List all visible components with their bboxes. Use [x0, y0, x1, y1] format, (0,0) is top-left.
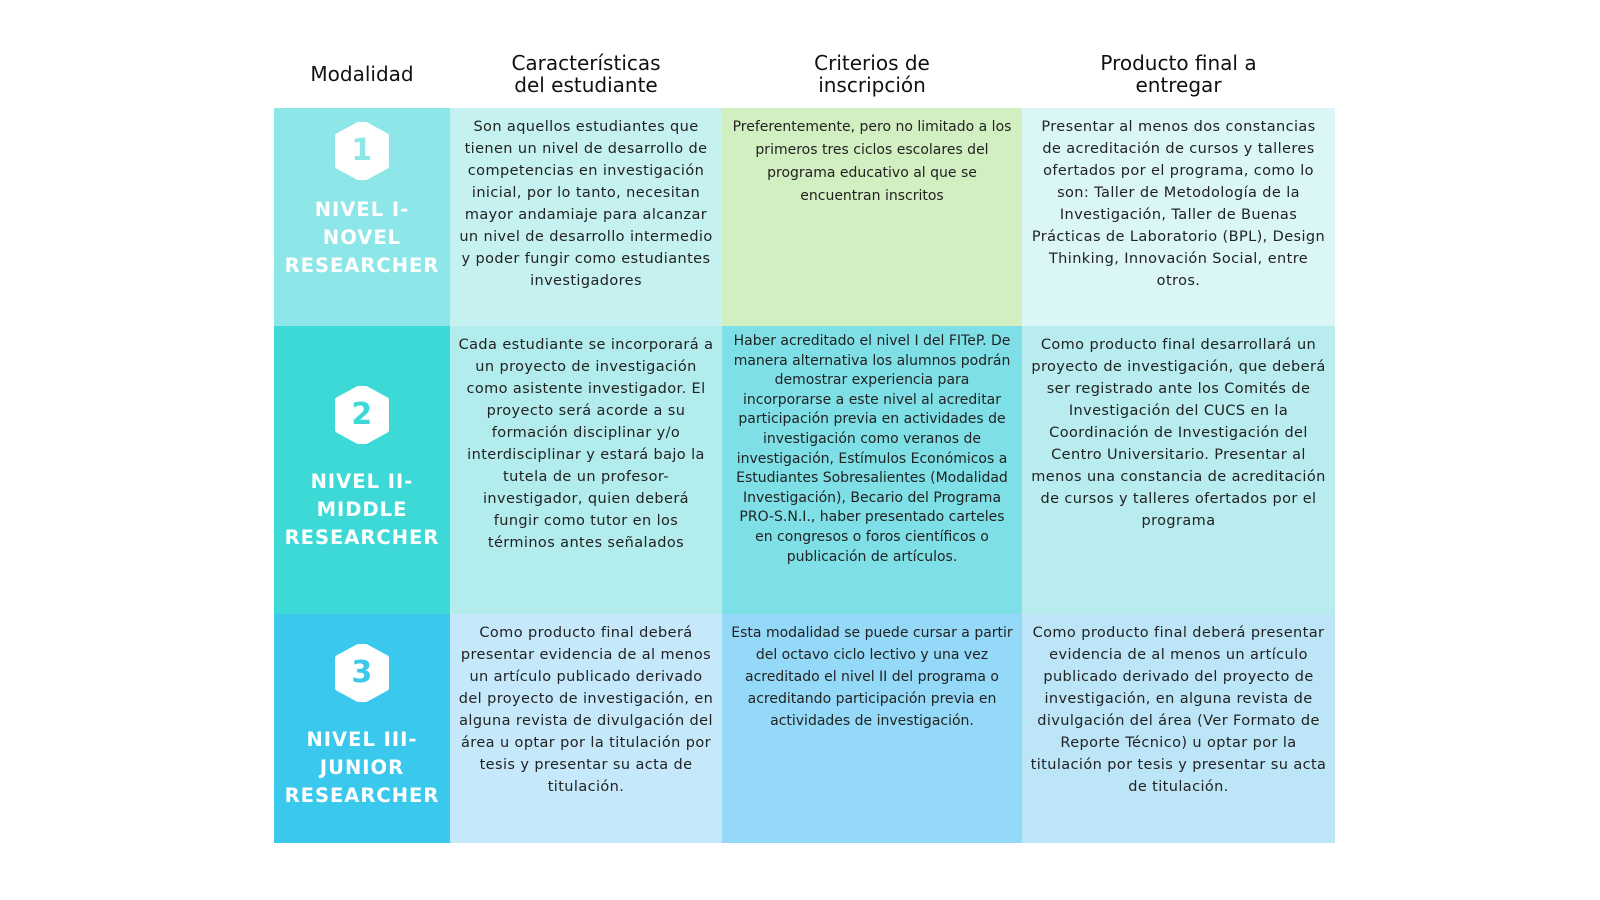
level-number-badge	[333, 644, 391, 702]
modalidad-cell	[274, 614, 450, 843]
header-caracteristicas: Características del estudiante	[511, 51, 661, 97]
level-number: 2	[351, 397, 373, 432]
level-number-badge	[333, 122, 391, 180]
criterios-cell: Esta modalidad se puede cursar a partir del octavo ciclo lectivo y una vez acreditado el nivel II del programa o acreditando participación previa en actividades de investigación.	[722, 614, 1022, 843]
table-row	[274, 614, 1335, 843]
caracteristicas-cell: Como producto final deberá presentar evidencia de al menos un artículo publicado derivado del proyecto de investigación, en alguna revista de divulgación del área u optar por la titulación por tesis y presentar su acta de titulación.	[450, 614, 722, 843]
modalidades-table	[274, 108, 1335, 843]
caracteristicas-cell: Cada estudiante se incorporará a un proyecto de investigación como asistente investigador. El proyecto será acorde a su formación disciplinar y/o interdisciplinar y estará bajo la tutela de un profesor-investigador, quien deberá fungir como tutor en los términos antes señalados	[450, 326, 722, 614]
caracteristicas-cell: Son aquellos estudiantes que tienen un nivel de desarrollo de competencias en investigación inicial, por lo tanto, necesitan mayor andamiaje para alcanzar un nivel de desarrollo intermedio y poder fungir como estudiantes investigadores	[450, 108, 722, 326]
header-modalidad: Modalidad	[310, 62, 414, 86]
producto-cell: Presentar al menos dos constancias de acreditación de cursos y talleres ofertados por el programa, como lo son: Taller de Metodología de la Investigación, Taller de Buenas Prácticas de Laboratorio (BPL), Design Thinking, Innovación Social, entre otros.	[1022, 108, 1335, 326]
modalidad-cell	[274, 326, 450, 614]
level-name: NIVEL II- MIDDLE RESEARCHER	[284, 470, 440, 549]
criterios-cell: Preferentemente, pero no limitado a los primeros tres ciclos escolares del programa educativo al que se encuentran inscritos	[722, 108, 1022, 326]
header-criterios: Criterios de inscripción	[814, 51, 930, 97]
level-number: 1	[351, 133, 373, 168]
producto-cell: Como producto final deberá presentar evidencia de al menos un artículo publicado derivado del proyecto de investigación, en alguna revista de divulgación del área (Ver Formato de Reporte Técnico) u optar por la titulación por tesis y presentar su acta de titulación.	[1022, 614, 1335, 843]
producto-cell: Como producto final desarrollará un proyecto de investigación, que deberá ser registrado ante los Comités de Investigación del CUCS en la Coordinación de Investigación del Centro Universitario. Presentar al menos una constancia de acreditación de cursos y talleres ofertados por el programa	[1022, 326, 1335, 614]
level-number-badge	[333, 386, 391, 444]
table-row	[274, 108, 1335, 326]
table-row	[274, 326, 1335, 614]
level-name: NIVEL III- JUNIOR RESEARCHER	[284, 728, 440, 807]
level-number: 3	[351, 655, 373, 690]
level-name: NIVEL I- NOVEL RESEARCHER	[284, 198, 440, 277]
header-producto: Producto final a entregar	[1100, 51, 1257, 97]
criterios-cell: Haber acreditado el nivel I del FITeP. De manera alternativa los alumnos podrán demostrar experiencia para incorporarse a este nivel al acreditar participación previa en actividades de investigación como veranos de investigación, Estímulos Económicos a Estudiantes Sobresalientes (Modalidad Investigación), Becario del Programa PRO-S.N.I., haber presentado carteles en congresos o foros científicos o publicación de artículos.	[722, 326, 1022, 614]
modalidad-cell	[274, 108, 450, 326]
